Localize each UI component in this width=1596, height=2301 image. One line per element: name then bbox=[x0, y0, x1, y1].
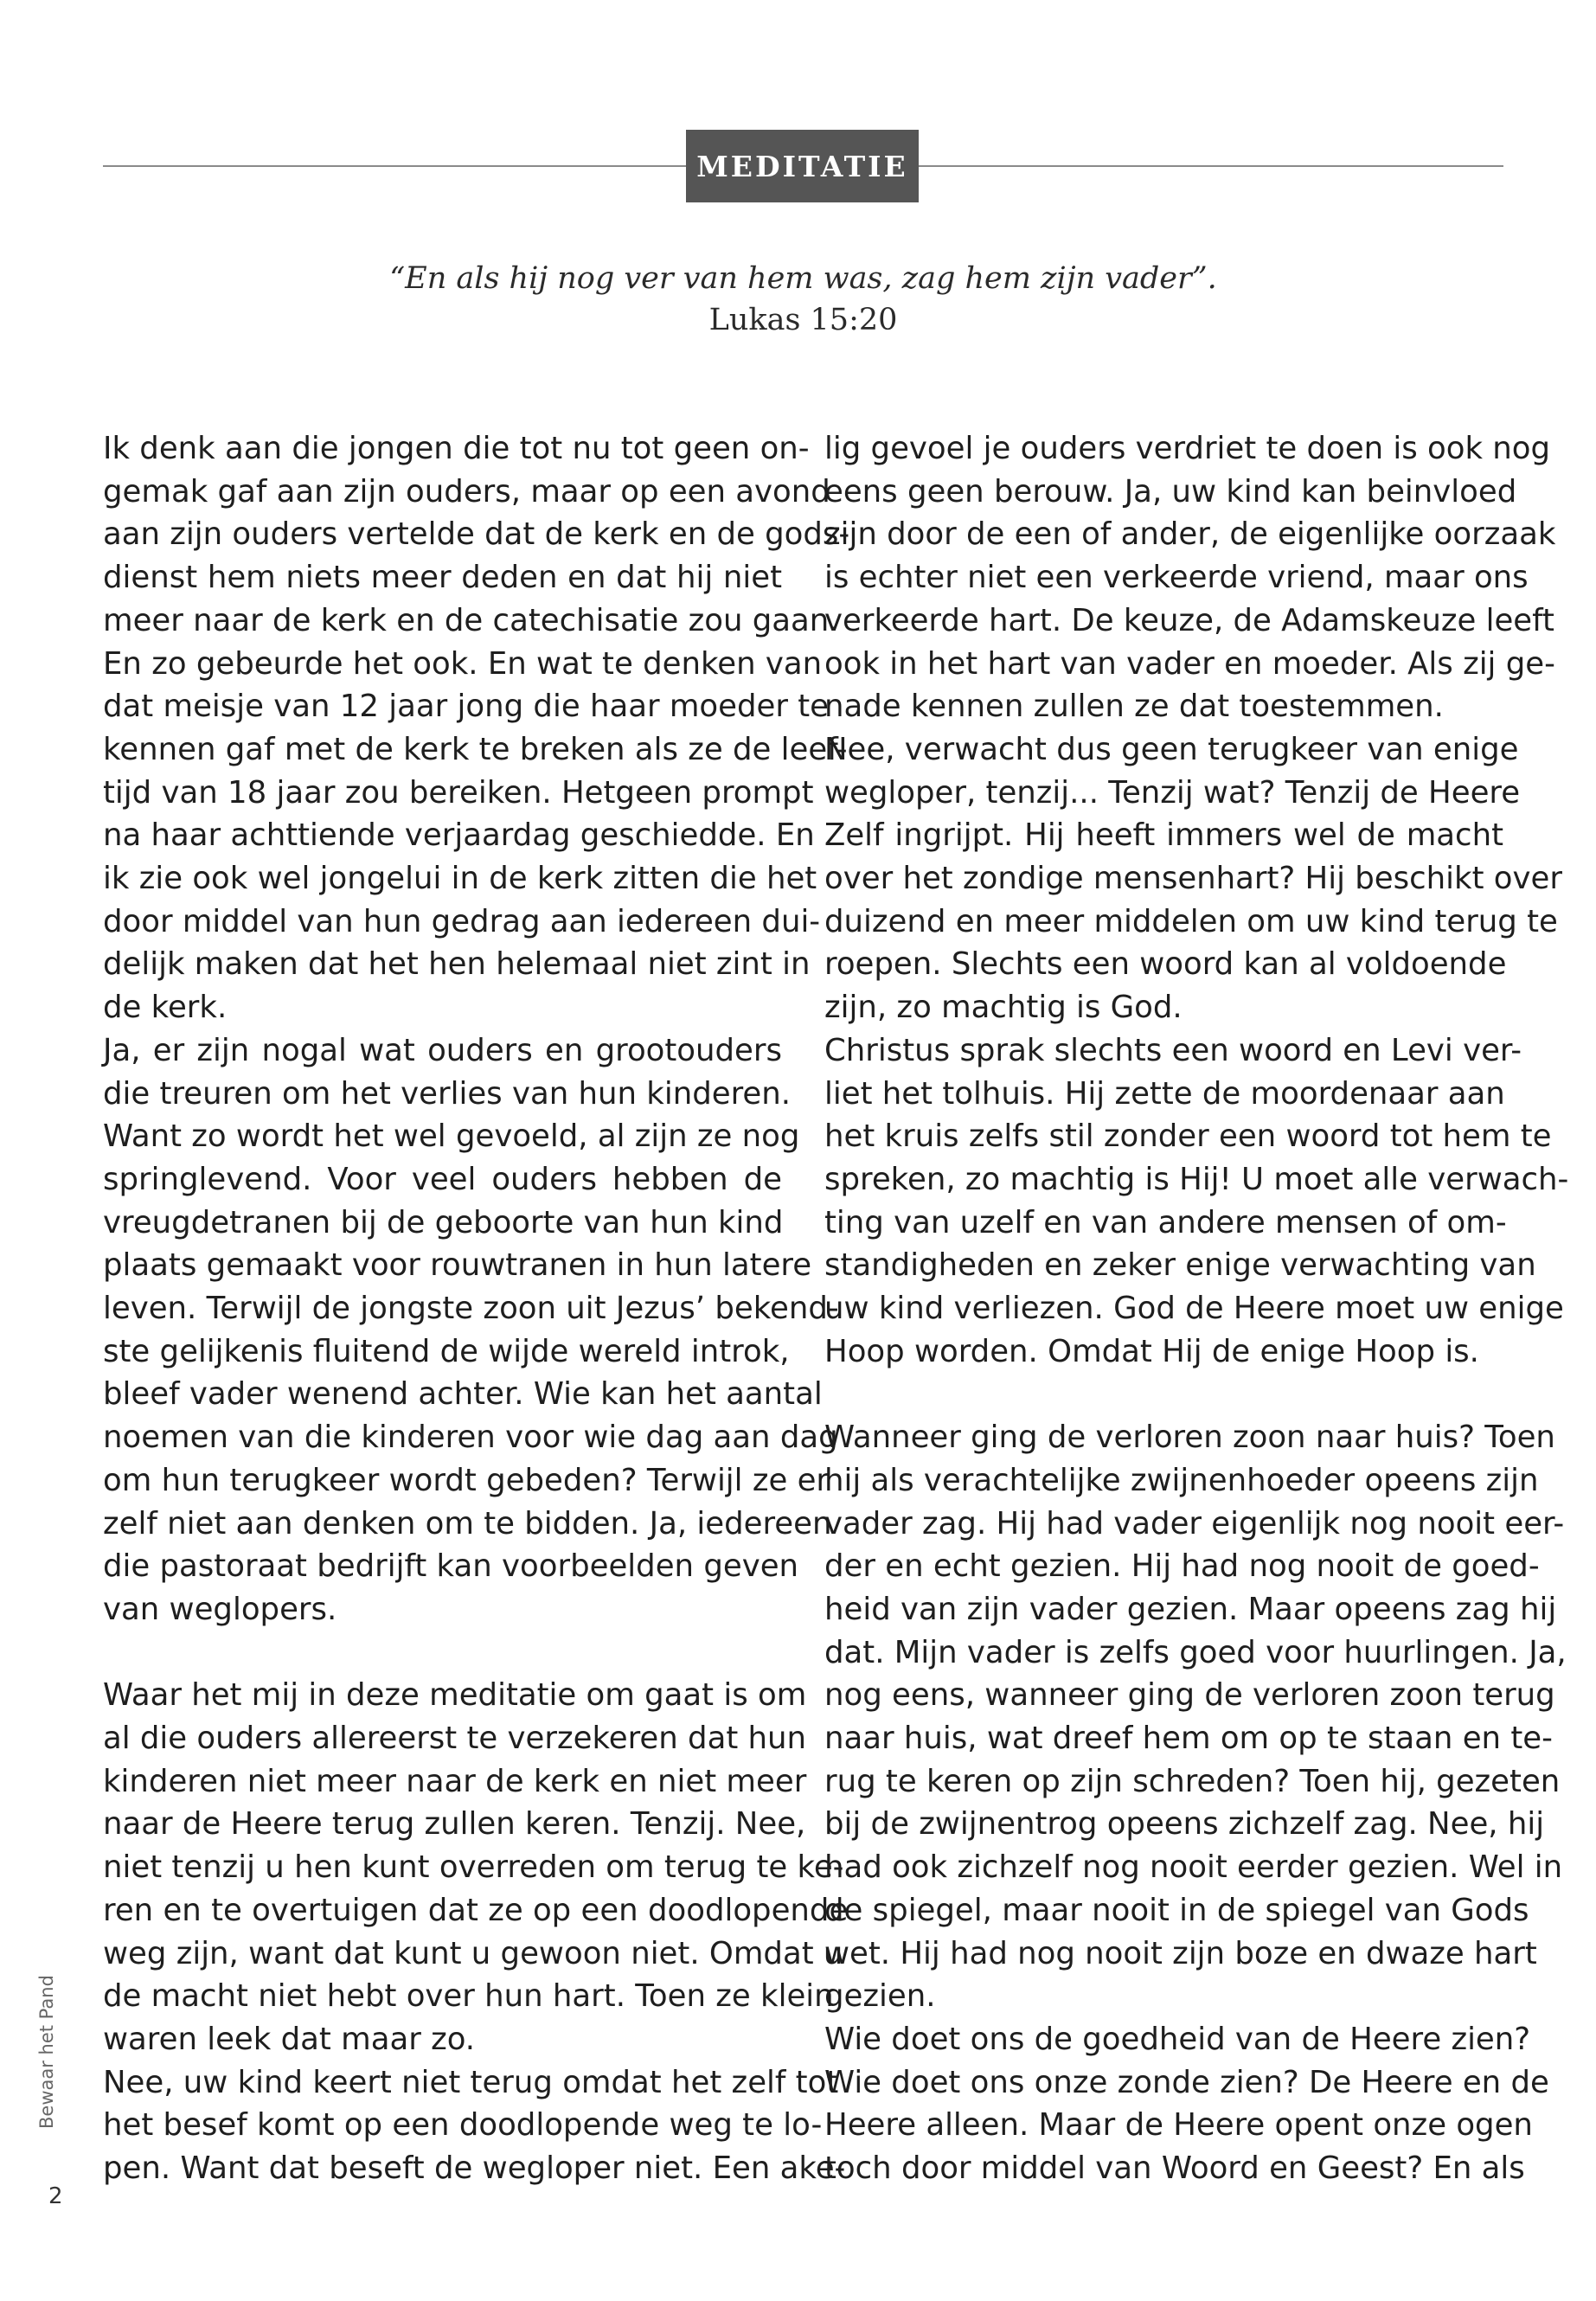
text-line: het besef komt op een doodlopende weg te lo- bbox=[103, 2107, 823, 2144]
text-line: Waar het mij in deze meditatie om gaat is om bbox=[103, 1677, 807, 1714]
text-line: die treuren om het verlies van hun kinderen. bbox=[103, 1075, 792, 1112]
text-line: ren en te overtuigen dat ze op een doodlopende bbox=[103, 1892, 849, 1928]
paragraph-gap bbox=[103, 1631, 782, 1675]
text-line: de kerk. bbox=[103, 990, 228, 1026]
text-line: standigheden en zeker enige verwachting van bbox=[824, 1247, 1536, 1284]
text-line: kinderen niet meer naar de kerk en niet meer bbox=[103, 1763, 807, 1799]
text-line: bleef vader wenend achter. Wie kan het aantal bbox=[103, 1376, 823, 1413]
text-line: duizend en meer middelen om uw kind terug te bbox=[824, 903, 1558, 939]
text-line: nog eens, wanneer ging de verloren zoon terug bbox=[824, 1677, 1555, 1714]
text-line: dienst hem niets meer deden en dat hij niet bbox=[103, 560, 782, 596]
text-line: nade kennen zullen ze dat toestemmen. bbox=[824, 689, 1444, 725]
text-line: tijd van 18 jaar zou bereiken. Hetgeen prompt bbox=[103, 774, 814, 811]
text-line: over het zondige mensenhart? Hij beschikt over bbox=[824, 861, 1562, 897]
text-line: Ja, er zijn nogal wat ouders en grootouders bbox=[103, 1032, 782, 1068]
text-line: Zelf ingrijpt. Hij heeft immers wel de macht bbox=[824, 817, 1503, 854]
text-line: lig gevoel je ouders verdriet te doen is ook nog bbox=[824, 431, 1551, 466]
text-line: de macht niet hebt over hun hart. Toen ze klein bbox=[103, 1978, 834, 2015]
text-line: verkeerde hart. De keuze, de Adamskeuze leeft bbox=[824, 602, 1554, 638]
text-line: zijn door de een of ander, de eigenlijke oorzaak bbox=[824, 516, 1556, 553]
text-line: ste gelijkenis fluitend de wijde wereld introk, bbox=[103, 1333, 790, 1369]
text-line: dat meisje van 12 jaar jong die haar moeder te bbox=[103, 689, 829, 725]
text-line: vreugdetranen bij de geboorte van hun kind bbox=[103, 1204, 784, 1240]
running-head: Bewaar het Pand bbox=[36, 1975, 57, 2129]
text-line: zijn, zo machtig is God. bbox=[824, 990, 1183, 1026]
header-rule-left bbox=[103, 165, 686, 167]
epigraph-quote: “En als hij nog ver van hem was, zag hem zijn vader”. bbox=[389, 261, 1217, 296]
text-line: heid van zijn vader gezien. Maar opeens zag hij bbox=[824, 1591, 1557, 1627]
text-line: der en echt gezien. Hij had nog nooit de goed- bbox=[824, 1548, 1540, 1585]
text-line: eens geen berouw. Ja, uw kind kan beinvloed bbox=[824, 473, 1517, 510]
text-line: kennen gaf met de kerk te breken als ze de leef- bbox=[103, 731, 848, 767]
text-line: hij als verachtelijke zwijnenhoeder opeens zijn bbox=[824, 1462, 1539, 1498]
text-line: delijk maken dat het hen helemaal niet zint in bbox=[103, 946, 811, 983]
text-line: wet. Hij had nog nooit zijn boze en dwaze hart bbox=[824, 1935, 1537, 1971]
text-line: gemak gaf aan zijn ouders, maar op een avond bbox=[103, 473, 830, 510]
text-line: leven. Terwijl de jongste zoon uit Jezus’ bekend- bbox=[103, 1291, 839, 1327]
text-line: roepen. Slechts een woord kan al voldoende bbox=[824, 946, 1507, 983]
left-text-column bbox=[103, 427, 850, 2190]
text-line: al die ouders allereerst te verzekeren dat hun bbox=[103, 1721, 807, 1757]
text-line: aan zijn ouders vertelde dat de kerk en de gods- bbox=[103, 516, 850, 553]
text-line: plaats gemaakt voor rouwtranen in hun latere bbox=[103, 1247, 812, 1284]
header-rule-right bbox=[919, 165, 1503, 167]
text-line: ting van uzelf en van andere mensen of om- bbox=[824, 1204, 1507, 1240]
text-line: Hoop worden. Omdat Hij de enige Hoop is. bbox=[824, 1333, 1479, 1369]
text-line: gezien. bbox=[824, 1978, 936, 2015]
text-line: liet het tolhuis. Hij zette de moordenaar aan bbox=[824, 1075, 1505, 1112]
right-text-column bbox=[824, 427, 1569, 2190]
section-label: MEDITATIE bbox=[686, 130, 919, 202]
text-line: naar de Heere terug zullen keren. Tenzij. Nee, bbox=[103, 1806, 806, 1843]
text-line: om hun terugkeer wordt gebeden? Terwijl ze er bbox=[103, 1462, 830, 1498]
text-line: pen. Want dat beseft de wegloper niet. Een ake- bbox=[103, 2150, 846, 2187]
text-line: is echter niet een verkeerde vriend, maar ons bbox=[824, 560, 1529, 596]
text-line: uw kind verliezen. God de Heere moet uw enige bbox=[824, 1291, 1564, 1327]
paragraph-gap bbox=[824, 1373, 1503, 1416]
text-line: ook in het hart van vader en moeder. Als zij ge- bbox=[824, 645, 1555, 682]
text-line: rug te keren op zijn schreden? Toen hij, gezeten bbox=[824, 1763, 1561, 1799]
text-line: Ik denk aan die jongen die tot nu tot geen on- bbox=[103, 431, 810, 466]
text-line: ik zie ook wel jongelui in de kerk zitten die het bbox=[103, 861, 817, 897]
text-line: Wanneer ging de verloren zoon naar huis? Toen bbox=[824, 1420, 1555, 1456]
text-line: weg zijn, want dat kunt u gewoon niet. Omdat u bbox=[103, 1935, 843, 1971]
text-line: het kruis zelfs stil zonder een woord tot hem te bbox=[824, 1118, 1552, 1155]
text-line: niet tenzij u hen kunt overreden om terug te ke- bbox=[103, 1849, 844, 1886]
text-line: Wie doet ons onze zonde zien? De Heere en de bbox=[824, 2064, 1549, 2100]
text-line: Heere alleen. Maar de Heere opent onze ogen bbox=[824, 2107, 1533, 2144]
text-line: de spiegel, maar nooit in de spiegel van Gods bbox=[824, 1892, 1529, 1928]
text-line: die pastoraat bedrijft kan voorbeelden geven bbox=[103, 1548, 799, 1585]
text-line: meer naar de kerk en de catechisatie zou gaan. bbox=[103, 602, 839, 638]
text-line: Nee, verwacht dus geen terugkeer van enige bbox=[824, 731, 1519, 767]
page-number: 2 bbox=[48, 2183, 63, 2209]
text-line: van weglopers. bbox=[103, 1591, 337, 1627]
text-line: dat. Mijn vader is zelfs goed voor huurlingen. Ja, bbox=[824, 1634, 1567, 1670]
text-line: Want zo wordt het wel gevoeld, al zijn ze nog bbox=[103, 1118, 800, 1155]
text-line: na haar achttiende verjaardag geschiedde. En bbox=[103, 817, 815, 854]
text-line: zelf niet aan denken om te bidden. Ja, iedereen bbox=[103, 1505, 832, 1541]
text-line: Wie doet ons de goedheid van de Heere zien? bbox=[824, 2022, 1531, 2057]
text-line: naar huis, wat dreef hem om op te staan en te- bbox=[824, 1721, 1553, 1757]
text-line: door middel van hun gedrag aan iedereen dui- bbox=[103, 903, 821, 939]
text-line: Nee, uw kind keert niet terug omdat het zelf tot bbox=[103, 2064, 839, 2100]
epigraph-reference: Lukas 15:20 bbox=[708, 303, 898, 337]
text-line: waren leek dat maar zo. bbox=[103, 2022, 476, 2057]
text-line: noemen van die kinderen voor wie dag aan dag bbox=[103, 1420, 838, 1456]
text-line: had ook zichzelf nog nooit eerder gezien. Wel in bbox=[824, 1849, 1563, 1886]
text-line: toch door middel van Woord en Geest? En als bbox=[824, 2150, 1525, 2187]
text-line: spreken, zo machtig is Hij! U moet alle verwach- bbox=[824, 1161, 1569, 1197]
text-line: wegloper, tenzij... Tenzij wat? Tenzij de Heere bbox=[824, 774, 1521, 811]
text-line: springlevend. Voor veel ouders hebben de bbox=[103, 1161, 782, 1197]
text-line: Christus sprak slechts een woord en Levi ver- bbox=[824, 1032, 1522, 1068]
text-line: vader zag. Hij had vader eigenlijk nog nooit eer- bbox=[824, 1505, 1565, 1541]
text-line: bij de zwijnentrog opeens zichzelf zag. Nee, hij bbox=[824, 1806, 1545, 1843]
text-line: En zo gebeurde het ook. En wat te denken van bbox=[103, 645, 823, 682]
